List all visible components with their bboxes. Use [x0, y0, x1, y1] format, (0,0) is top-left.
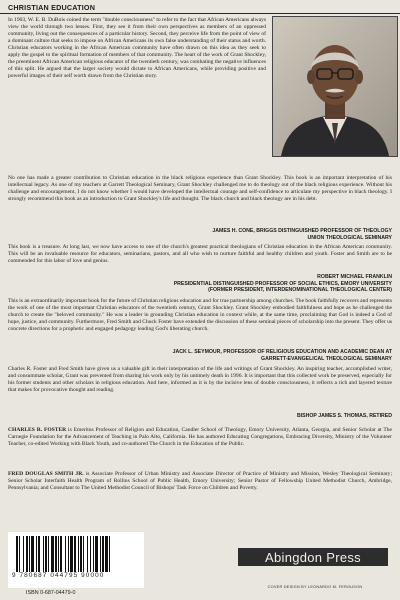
attribution-line: BISHOP JAMES S. THOMAS, RETIRED [296, 413, 392, 419]
attribution-line: ROBERT MICHAEL FRANKLIN [317, 274, 392, 280]
author-bio-text: is Emeritus Professor of Religion and Education, Candler School of Theology, Emory University, Atlanta, Georgia, and Senior Scholar at The Carnegie Foundation for the Advancement of Teaching in Palo Alto, California. He has authored Educating Congregations, Embracing Diversity, Ministry of the Volunteer Teacher, co-edited Working with Black Youth, and co-authored The Church in the Education of the Public. [8, 427, 392, 448]
author-name: FRED DOUGLAS SMITH JR. [8, 471, 84, 477]
cover-design-credit: COVER DESIGN BY LEONARDO M. FERGUSON [267, 584, 363, 589]
endorsement-4-attribution [297, 413, 392, 420]
attribution-line: (FORMER PRESIDENT, INTERDENOMINATIONAL THEOLOGICAL CENTER) [208, 287, 392, 294]
barcode-digits: 9 780687 044795 90000 [12, 572, 105, 579]
endorsement-4-text: Charles R. Foster and Fred Smith have given us a valuable gift in their interpretation of the life and writings of Grant Shockley. An inspiring teacher, accomplished writer, and consummate scholar, Grant was prevented from sharing his work only by his untimely death in 1996. It is important that this collected work be preserved, especially for his former students and other scholars in religious education. And here, informed as it is by the incisive lens of double consciousness, it reflects a rich and layered texture that makes for provocative thought and reading. [8, 366, 392, 394]
author-bio-foster [8, 427, 392, 448]
barcode-bars [16, 536, 136, 572]
endorsement-1-text: No one has made a greater contribution to Christian education in the black religious experience than Grant Shockley. This book is an important interpretation of his intellectual legacy. As one of my teachers at Garrett Theological Seminary, Grant Shockley challenged me to do theology out of the black religious experience. Without his challenge and encouragement, I do not know whether I would have developed the intellectual courage and self-confidence to articulate my perspective in black theology. I strongly recommend this book as an introduction to Grant Shockley's life and thought. The black church and black theology are in his debt. [8, 175, 392, 203]
endorsement-2-text: This book is a treasure. At long last, we now have access to one of the church's greatest practical theologians of Christian education in the African American community. This will be an invaluable resource for educators, seminarians, pastors, and all who wish to nurture faithful and healthy children and youth. Foster and Smith are to be commended for this labor of love and genius. [8, 244, 392, 265]
author-bio-text: is Associate Professor of Urban Ministry and Associate Director of Practice of Ministry and Mission, Wesley Theological Seminary; Senior Scholar Interfaith Health Program of Rollins School of Public Health, Emory University; Senior Pastor of Fellowship United Methodist Church, Ambridge, Pennsylvania; and Consultant to The United Methodist Council of Bishops' Task Force on Children and Poverty. [8, 471, 392, 492]
attribution-line: JAMES H. CONE, BRIGGS DISTINGUISHED PROFESSOR OF THEOLOGY [212, 228, 392, 234]
publisher-logo: Abingdon Press [238, 548, 388, 566]
author-portrait-photo [272, 16, 398, 157]
isbn-barcode [8, 532, 144, 588]
endorsement-3-attribution [173, 349, 392, 362]
author-bio-smith [8, 471, 392, 492]
attribution-line: UNION THEOLOGICAL SEMINARY [307, 234, 392, 241]
endorsement-2-attribution [174, 274, 392, 294]
attribution-line: JACK L. SEYMOUR, PROFESSOR OF RELIGIOUS EDUCATION AND ACADEMIC DEAN AT [172, 349, 392, 355]
top-rule [0, 13, 400, 14]
category-label: CHRISTIAN EDUCATION [8, 3, 96, 12]
intro-paragraph: In 1903, W. E. B. DuBois coined the term "double consciousness" to refer to the fact that African Americans always view the world through two lenses. First, they see it from their own perspectives as members of an oppressed community, living out the consequences of a particular history. Second, they perceive life from the point of view of a dominant culture that seeks to impose on African Americans its own false understanding of their status and worth. Christian educators working in the African American community have often drawn on this idea as they seek to apply the gospel to the spiritual formation of members of that community. The heart of the work of Grant Shockley, the preeminent African American religious educator of the twentieth century, was combating the negative influences of this split. He argued that the larger society would dictate to African Americans, while providing positive and powerful images of their self worth drawn from the Christian story. [8, 17, 266, 80]
endorsement-3-text: This is an extraordinarily important book for the future of Christian religious education and for true partnership among churches. The book faithfully recovers and represents the work of one of the most important Christian educators of the twentieth century, Grant Shockley. Grant Shockley embodied faithfulness and hope as he challenged the church to create the "beloved community." He was a leader in grounding Christian education in context while, at the same time, proclaiming that God is indeed a God of hope, justice, and community. Furthermore, Fred Smith and Chuck Foster have extended the discussion of these seminal pieces of scholarship into the present. They offer us concrete directions for a prophetic and engaged pedagogy leading God's liberating church. [8, 298, 392, 333]
isbn-number: ISBN 0-687-04479-0 [26, 590, 76, 596]
endorsement-1-attribution [212, 228, 392, 241]
attribution-line: PRESIDENTIAL DISTINGUISHED PROFESSOR OF SOCIAL ETHICS, EMORY UNIVERSITY [173, 280, 392, 287]
attribution-line: GARRETT-EVANGELICAL THEOLOGICAL SEMINARY [261, 355, 392, 362]
author-name: CHARLES R. FOSTER [8, 427, 67, 433]
barcode-bar [110, 536, 112, 572]
